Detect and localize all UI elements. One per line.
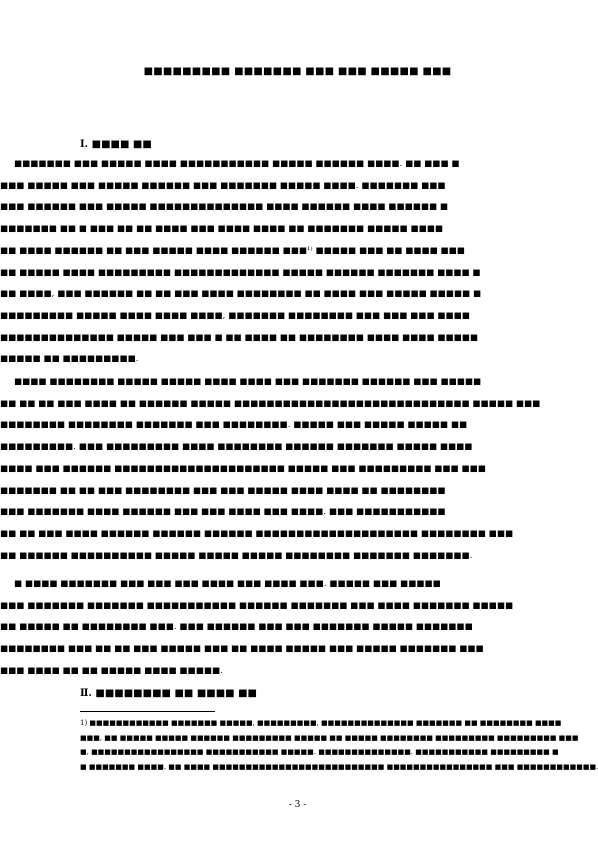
paragraph-line: ■■■ ■■■■■ ■■■ ■■■■■ ■■■■■■ ■■■ ■■■■■■■ ■■■■■ ■■■■. ■■■■■■■ ■■■: [0, 180, 446, 191]
page-number: - 3 -: [288, 800, 307, 810]
paragraph-line: ■■ ■■■■, ■■■ ■■■■■■ ■■ ■■ ■■■ ■■■■ ■■■■■■■■ ■■ ■■■■ ■■■ ■■■■■ ■■■■■ ■: [0, 289, 482, 300]
paragraph-line: ■■■■■■■■■ ■■■■■ ■■■■ ■■■■ ■■■■, ■■■■■■■ ■■■■■■■■ ■■■ ■■■ ■■■ ■■■■: [0, 310, 470, 321]
paragraph-line: ■■■ ■■■■ ■■ ■■ ■■■■■ ■■■■ ■■■■■.: [0, 665, 223, 676]
paragraph-line: ■■■ ■■■■■■■ ■■■■ ■■■■■■ ■■■ ■■■ ■■■■ ■■■ ■■■■. ■■■ ■■■■■■■■■■■: [0, 507, 446, 518]
document-title: ■■■■■■■■■ ■■■■■■■ ■■■ ■■■ ■■■■■ ■■■: [143, 66, 452, 77]
paragraph-line: ■■ ■■■■■■ ■■■■■■■■■■ ■■■■■ ■■■■■ ■■■■■ ■■■■■■■■ ■■■■■■■ ■■■■■■■.: [0, 550, 473, 561]
paragraph-line: ■■■■■■■■ ■■■■■■■■ ■■■■■■■ ■■■ ■■■■■■■■. ■■■■■ ■■■ ■■■■■ ■■■■■ ■■: [0, 420, 468, 431]
paragraph-line: ■■■■ ■■■■■■■■ ■■■■■ ■■■■■ ■■■■ ■■■■ ■■■ ■■■■■■■ ■■■■■■ ■■■ ■■■■■: [14, 377, 482, 387]
section-1-heading: Ⅰ. ■■■■ ■■: [80, 139, 152, 150]
paragraph-line: ■■ ■■■■■ ■■ ■■■■■■■■ ■■■. ■■■ ■■■■■■ ■■■ ■■■ ■■■■■■■ ■■■■■ ■■■■■■■: [0, 622, 473, 633]
paragraph-line: ■ ■■■■ ■■■■■■■ ■■■ ■■■ ■■■ ■■■■ ■■■ ■■■■ ■■■. ■■■■■ ■■■ ■■■■■: [14, 579, 441, 589]
paragraph-line: ■■■■■ ■■ ■■■■■■■■■.: [0, 354, 139, 365]
paragraph-line: ■■■■■■■ ■■■ ■■■■■ ■■■■ ■■■■■■■■■■■ ■■■■■ ■■■■■■ ■■■■. ■■ ■■■ ■: [14, 159, 460, 169]
paragraph-line: ■■ ■■ ■■ ■■■ ■■■■ ■■ ■■■■■■ ■■■■■ ■■■■■■■■■■■■■■■■■■■■■■■■■■■■■ ■■■■■ ■■■: [0, 398, 541, 409]
paragraph-line: ■■■■■■■ ■■ ■ ■■■ ■■ ■■ ■■■■ ■■■ ■■■■ ■■■■ ■■ ■■■■■■■ ■■■■■ ■■■■: [0, 224, 443, 235]
paragraph-line: ■■■■ ■■■ ■■■■■■ ■■■■■■■■■■■■■■■■■■■■■ ■■■■■ ■■■ ■■■■■■■■■ ■■■ ■■■: [0, 463, 486, 474]
section-2-heading: Ⅱ. ■■■■■■■■ ■■ ■■■■ ■■: [80, 688, 258, 699]
footnote-line: 1) ■■■■■■■■■■■■ ■■■■■■■ ■■■■■, ■■■■■■■■■, ■■■■■■■■■■■■■■ ■■■■■■■ ■■ ■■■■■■■■ ■■■■: [80, 719, 562, 727]
paragraph-line: ■■■■■■■ ■■ ■■ ■■■ ■■■■■■■■ ■■■ ■■■ ■■■■■ ■■■■ ■■■■ ■■ ■■■■■■■■: [0, 485, 446, 496]
footnote-line: ■, ■■■■■■■■■■■■■■■■■ ■■■■■■■■■■■ ■■■■■. ■■■■■■■■■■■■■■. ■■■■■■■■■■■ ■■■■■■■■■ ■: [80, 748, 559, 756]
paragraph-line: ■■ ■■■■ ■■■■■■ ■■ ■■■ ■■■■■ ■■■■ ■■■■■■ ■■■¹⁾ ■■■■■ ■■■ ■■ ■■■■ ■■■: [0, 245, 465, 256]
footnote-line: ■■■, ■■ ■■■■■ ■■■■■ ■■■■■■ ■■■■■■■■■ ■■■■■ ■■ ■■■■■ ■■■■■■■■ ■■■■■■■■■ ■■■■■■■■■ ■■■: [80, 733, 579, 742]
paragraph-line: ■■■■■■■■■. ■■■ ■■■■■■■■■ ■■■■ ■■■■■■■■ ■■■■■■ ■■■■■■■ ■■■■■ ■■■■: [0, 442, 473, 453]
paragraph-line: ■■ ■■ ■■■ ■■■■ ■■■■■■ ■■■■■■ ■■■■■■ ■■■■■■■■■■■■■■■■■■■■ ■■■■■■■■ ■■■: [0, 528, 514, 539]
paragraph-line: ■■ ■■■■■ ■■■■ ■■■■■■■■■ ■■■■■■■■■■■■■ ■■■■■ ■■■■■■ ■■■■■■■ ■■■■ ■: [0, 267, 481, 278]
paragraph-line: ■■■■■■■■■■■■■■ ■■■■■ ■■■ ■■■ ■ ■■ ■■■■ ■■ ■■■■■■■■ ■■■■ ■■■■ ■■■■■: [0, 332, 479, 343]
footnote-rule: [80, 711, 215, 712]
paragraph-line: ■■■■■■■■ ■■■ ■■ ■■ ■■■ ■■■■■ ■■■ ■■ ■■■■ ■■■■■ ■■■ ■■■■■ ■■■■■■■ ■■■: [0, 644, 484, 655]
paragraph-line: ■■■ ■■■■■■ ■■■ ■■■■■ ■■■■■■■■■■■■■■ ■■■■ ■■■■■■ ■■■■ ■■■■■■ ■: [0, 202, 449, 213]
footnote-line: ■ ■■■■■■■ ■■■■. ■■ ■■■■ ■■■■■■■■■■■■■■■■■■■■■■■■■■ ■■■■■■■■■■■■■■■■ ■■■ ■■■■■■■■■■■■.: [80, 762, 598, 771]
paragraph-line: ■■■ ■■■■■■■ ■■■■■■■ ■■■■■■■■■■■ ■■■■■■ ■■■■■■■ ■■■ ■■■■ ■■■■■■■ ■■■■■: [0, 600, 514, 611]
